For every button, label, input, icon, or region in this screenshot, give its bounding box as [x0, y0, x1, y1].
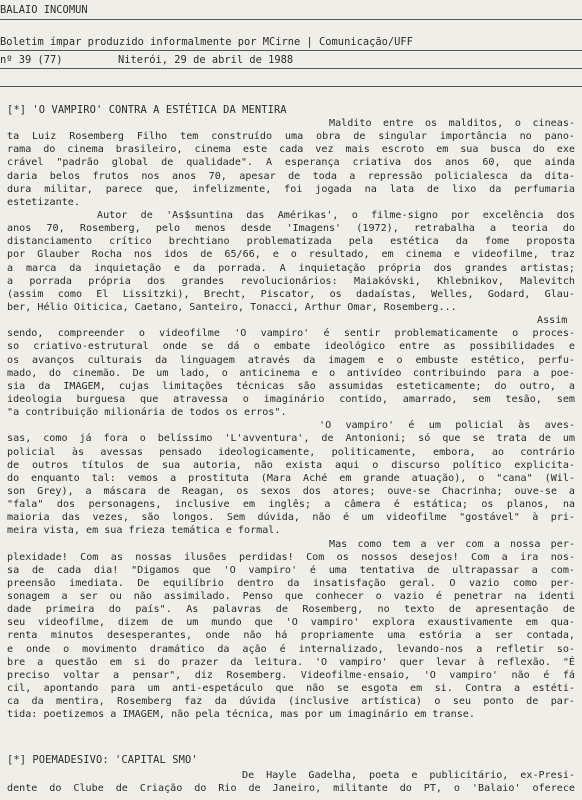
- text-line: a porrada própria dos grandes revolucionários: Maiakóvski, Khlebnikov, Malevitch: [7, 275, 575, 287]
- masthead-rule-4: [0, 86, 582, 87]
- text-line: De Hayle Gadelha, poeta e publicitário, ex-Presi-: [242, 770, 575, 781]
- text-line: ber, Hélio Oiticica, Caetano, Santeiro, Tonacci, Arthur Omar, Rosemberg...: [7, 301, 457, 313]
- text-line: anos 70, Rosemberg, pelo menos desde 'Imagens' (1972), retrabalha a teoria do: [7, 223, 575, 235]
- text-line: estetizante.: [7, 196, 80, 208]
- text-line: ta Luiz Rosemberg Filho tem construído uma obra de singular importância no pano-: [7, 131, 575, 143]
- text-line: preensão imediata. De equilíbrio dentro da insatisfação geral. O vazio como per-: [7, 577, 575, 589]
- text-line: sas, como já fora o belíssimo 'L'avventura', de Antonioni; só que se trata de um: [7, 433, 575, 445]
- text-line: rama do cinema brasileiro, cinema este cada vez mais escroto em sua busca do exe: [7, 144, 575, 156]
- text-line: preciso voltar a pensar", diz Rosemberg. Videofilme-ensaio, 'O vampiro' não é fá: [7, 669, 575, 681]
- article-body-poemadesivo: [7, 769, 575, 795]
- text-line: Maldito entre os malditos, o cineas-: [329, 118, 575, 129]
- text-line: bre a questão em si do prazer da leitura. 'O vampiro' quer levar à reflexão. "É: [7, 656, 575, 668]
- text-line: de outros títulos de sua autoria, não exista aqui o discurso político explicita-: [7, 459, 575, 471]
- text-line: so criativo-estrutural onde se dá o embate ideológico entre as possibilidades e: [7, 341, 575, 353]
- text-line: por Glauber Rocha nos idos de 65/66, e o resultado, em cinema e videofilme, traz: [7, 249, 575, 261]
- text-line: (assim como El Lissitzki), Brecht, Piscator, os dadaístas, Welles, Godard, Glau-: [7, 288, 575, 300]
- masthead-rule-1: [0, 19, 582, 20]
- article-body-vampiro: [7, 117, 575, 721]
- text-line: dente do Clube de Criação do Rio de Janeiro, militante do PT, o 'Balaio' oferece: [7, 783, 575, 795]
- text-line: dura militar, parece que, infelizmente, foi jogada na lata de lixo da perfumaria: [7, 183, 575, 195]
- text-line: seu videofilme, dizem de um mundo que 'O vampiro' explora exaustivamente em qua-: [7, 617, 575, 629]
- text-line: daria belos frutos nos anos 70, apesar de toda a repressão policialesca da dita-: [7, 170, 575, 182]
- text-line: sendo, compreender o videofilme 'O vampiro' é sentir problematicamente o proces-: [7, 328, 575, 340]
- text-line: "fala" dos personagens, inclusive em inglês; a câmera é estática; os planos, na: [7, 499, 575, 511]
- text-line: cil, apontando para um anti-espetáculo que não se esgota em si. Contra a estéti-: [7, 683, 575, 695]
- text-line: "a contribuição milionária de todos os erros".: [7, 407, 287, 419]
- text-line: sa de cada dia! "Digamos que 'O vampiro' é uma tentativa de ultrapassar a com-: [7, 564, 575, 576]
- masthead-subtitle: Boletim ímpar produzido informalmente por MCirne | Comunicação/UFF: [0, 36, 413, 48]
- text-line: ca da mentira, Rosemberg faz da dúvida (inclusive artística) o seu ponto de par-: [7, 696, 575, 708]
- text-line: plexidade! Com as nossas ilusões perdidas! Com os nossos desejos! Com a ira nos-: [7, 551, 575, 563]
- text-line: a marca da inquietação e da porrada. A inquietação própria dos grandes artistas;: [7, 262, 575, 274]
- text-line: Mas como tem a ver com a nossa per-: [329, 538, 575, 550]
- text-line: renta minutos desesperantes, onde não há propriamente uma estória a ser contada,: [7, 630, 575, 642]
- text-line: maioria das vezes, são longos. Sem dúvida, não é um videofilme "gostável" à pri-: [7, 512, 575, 524]
- masthead-title: BALAIO INCOMUN: [0, 4, 88, 16]
- text-line: Autor de 'As$suntina das Amérikas', o filme-signo por excelência dos: [97, 209, 575, 221]
- text-line: ideologia burguesa que atravessa o imaginário contido, amarrado, sem tesão, sem: [7, 393, 575, 405]
- section-title-poemadesivo: [*] POEMADESIVO: 'CAPITAL SMO': [7, 754, 198, 766]
- text-line: sonagem a ser ou não assimilado. Penso que conhecer o vazio é penetrar na identi: [7, 591, 575, 603]
- text-line: meira vista, em sua frieza temática e formal.: [7, 525, 281, 537]
- text-line: do enquanto tal: vemos a prostituta (Mara Aché em grande atuação), o "cana" (Wil-: [7, 472, 575, 484]
- text-line: policial às avessas pensado ideologicamente, politicamente, embora, ao contrário: [7, 446, 575, 458]
- masthead-issue: nº 39 (77): [0, 54, 63, 66]
- text-line: tida: poetizemos a IMAGEM, não pela técnica, mas por um imaginário em transe.: [7, 709, 475, 721]
- text-line: crável "padrão global de qualidade". A esperança criativa dos anos 60, que ainda: [7, 157, 575, 169]
- text-line: e onde o movimento dramático da ação é internalizado, levando-nos a refletir so-: [7, 643, 575, 655]
- section-title-vampiro: [*] 'O VAMPIRO' CONTRA A ESTÉTICA DA MENTIRA: [7, 104, 287, 116]
- text-line: dade primeira do país". As palavras de Rosemberg, no texto de apresentação de: [7, 604, 575, 616]
- text-line: mado, do cinemão. De um lado, o anticinema e o antivídeo contribuindo para a poe-: [7, 367, 575, 379]
- masthead-place-date: Niterói, 29 de abril de 1988: [118, 54, 294, 66]
- text-line: Assim: [537, 315, 568, 327]
- text-line: distanciamento crítico brechtiano problematizada pela estética da fome proposta: [7, 236, 575, 248]
- text-line: os avanços culturais da linguagem através da imagem e o embuste estético, perfu-: [7, 354, 575, 366]
- masthead-rule-3: [0, 68, 582, 69]
- masthead-rule-2: [0, 50, 582, 51]
- text-line: sia da IMAGEM, cujas limitações técnicas são assumidas esteticamente; do outro, a: [7, 380, 575, 392]
- text-line: 'O vampiro' é um policial às aves-: [319, 420, 575, 432]
- text-line: son Grey), a máscara de Reagan, os sexos dos atores; ouve-se Chacrinha; ouve-se a: [7, 485, 575, 497]
